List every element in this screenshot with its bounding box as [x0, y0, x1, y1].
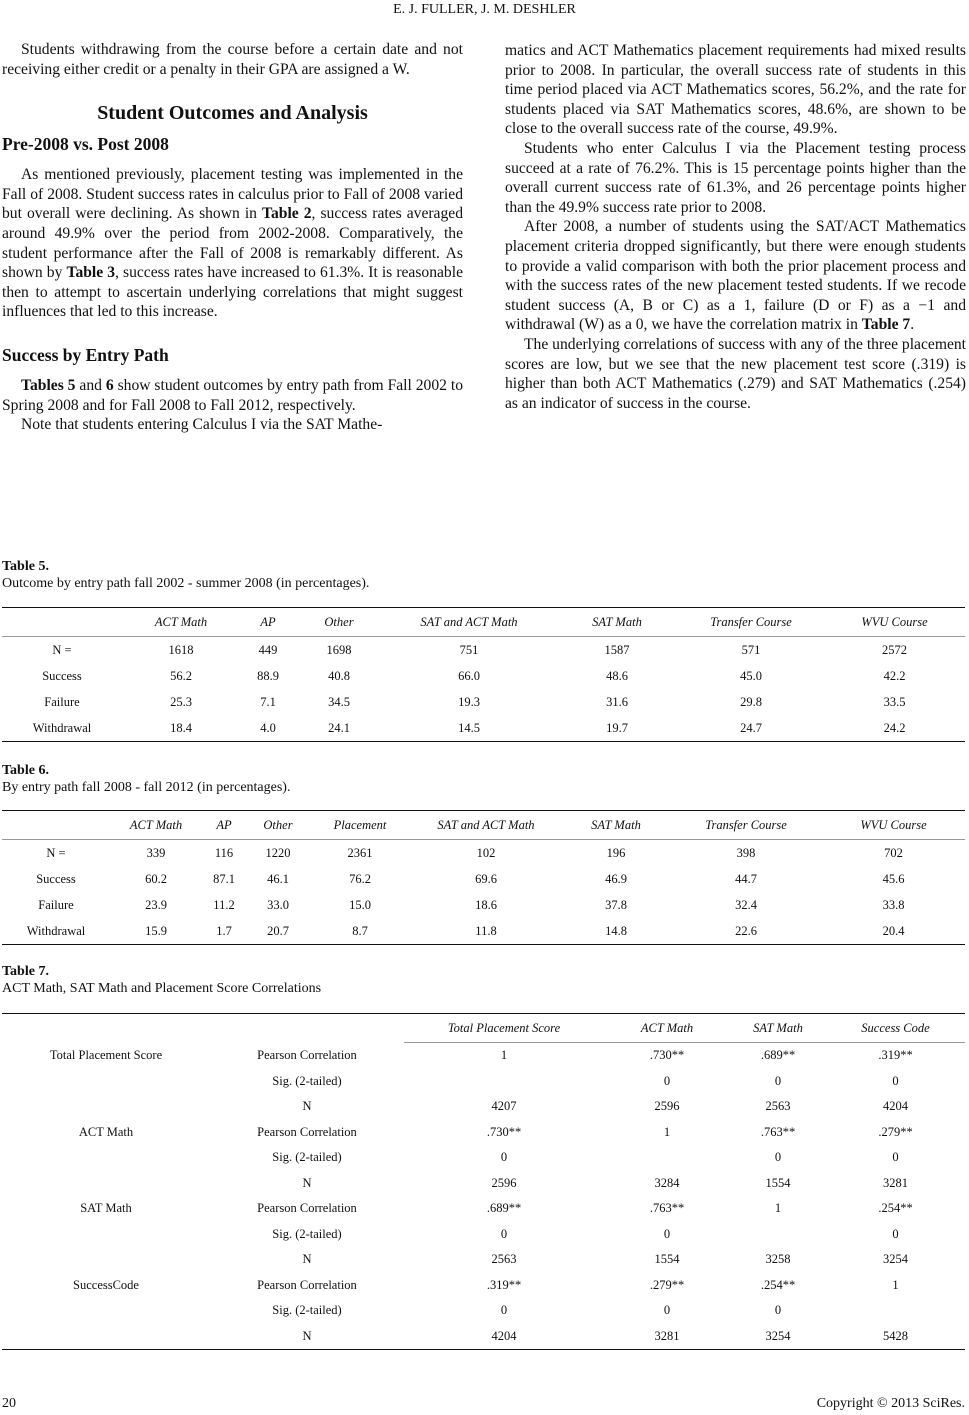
- table-cell: 3258: [765, 1252, 791, 1267]
- table-cell: [2, 1094, 210, 1120]
- table-cell: Pearson Correlation: [257, 1124, 357, 1139]
- table-cell: .279**: [878, 1124, 913, 1139]
- table-cell: 25.3: [170, 694, 192, 709]
- column-header: Transfer Course: [678, 608, 824, 637]
- table-cell: 1618: [168, 642, 194, 657]
- table-cell: 102: [476, 845, 496, 860]
- table-row: [2, 892, 965, 918]
- column-header: Success Code: [826, 1014, 965, 1043]
- table-cell: 18.6: [475, 897, 497, 912]
- table-row: [2, 1094, 965, 1120]
- table-row: [2, 1171, 965, 1197]
- table-cell: 0: [774, 1073, 782, 1088]
- table-cell: N: [302, 1328, 312, 1343]
- table-cell: Sig. (2-tailed): [272, 1073, 342, 1088]
- table-cell: N =: [52, 642, 72, 657]
- paragraph: [2, 376, 463, 415]
- table-row: [2, 1247, 965, 1273]
- table5: [2, 607, 965, 742]
- table-ref: Table 7: [861, 316, 911, 334]
- table-cell: 87.1: [213, 871, 235, 886]
- table-cell: 19.3: [458, 694, 480, 709]
- table-title: Table 6.: [2, 763, 49, 778]
- table-cell: 33.8: [882, 897, 905, 912]
- table-cell: [826, 1298, 965, 1324]
- table-cell: .319**: [486, 1277, 522, 1292]
- paragraph: [2, 165, 463, 322]
- table-cell: .763**: [649, 1201, 685, 1216]
- table-cell: 44.7: [735, 871, 757, 886]
- table-cell: 7.1: [260, 694, 276, 709]
- table-cell: Withdrawal: [32, 720, 92, 735]
- table-ref: 6: [105, 376, 114, 394]
- table-row: [2, 1145, 965, 1171]
- table-cell: 4207: [491, 1099, 517, 1114]
- left-column: [2, 40, 463, 435]
- table-row: [2, 1222, 965, 1248]
- table-cell: .319**: [878, 1048, 913, 1063]
- table-cell: [404, 1069, 604, 1095]
- table-cell: 1: [892, 1277, 899, 1292]
- table-cell: 18.4: [170, 720, 192, 735]
- table-cell: 56.2: [170, 668, 192, 683]
- table-row: [2, 1298, 965, 1324]
- table-cell: Withdrawal: [26, 923, 86, 938]
- running-header: E. J. FULLER, J. M. DESHLER: [393, 2, 576, 17]
- table-cell: .730**: [649, 1048, 685, 1063]
- column-header: AP: [240, 608, 296, 637]
- column-header: WVU Course: [822, 811, 965, 840]
- table-cell: 33.5: [883, 694, 906, 709]
- text: , success rates averaged around 49.9% over the period from 2002-2008. Comparatively, the student performance after the Fall of 2008 is remarkably different. As shown by: [2, 205, 463, 282]
- table-cell: 22.6: [735, 923, 757, 938]
- table-cell: 66.0: [458, 668, 480, 683]
- table-cell: 15.0: [349, 897, 371, 912]
- table-cell: 4204: [883, 1099, 908, 1114]
- table-cell: .730**: [486, 1124, 522, 1139]
- table-cell: [604, 1145, 730, 1171]
- table-row: [2, 1324, 965, 1350]
- table-cell: Success: [42, 668, 82, 683]
- table-cell: N: [302, 1252, 312, 1267]
- table-cell: 1: [500, 1048, 508, 1063]
- paragraph: Students who enter Calculus I via the Placement testing process succeed at a rate of 76.2%. This is 15 percentage points higher than the overall current success rate of 61.3%, and 26 percentage points higher than the 49.9% success rate prior to 2008.: [505, 139, 966, 216]
- table-cell: 1587: [604, 642, 630, 657]
- column-header: Placement: [310, 811, 410, 840]
- table-ref: Table 3: [66, 264, 116, 282]
- right-column: [505, 41, 966, 413]
- column-header: SAT and ACT Math: [410, 811, 562, 840]
- table-row: [2, 689, 965, 715]
- table-cell: 42.2: [883, 668, 906, 683]
- table-cell: 196: [606, 845, 626, 860]
- table-cell: .279**: [649, 1277, 685, 1292]
- table-cell: Pearson Correlation: [257, 1277, 357, 1292]
- table-cell: 0: [663, 1073, 671, 1088]
- table-cell: 0: [892, 1226, 899, 1241]
- text: .: [910, 316, 915, 334]
- table-cell: .254**: [878, 1201, 913, 1216]
- table-cell: 1554: [654, 1252, 680, 1267]
- table-cell: Sig. (2-tailed): [272, 1303, 342, 1318]
- table-cell: 702: [884, 845, 903, 860]
- table-cell: 76.2: [349, 871, 371, 886]
- table6: [2, 810, 965, 945]
- table-cell: 3284: [654, 1175, 680, 1190]
- column-header: Other: [296, 608, 382, 637]
- table-row: [2, 1273, 965, 1299]
- table-cell: N: [302, 1099, 312, 1114]
- table-row: [2, 1043, 965, 1069]
- table-cell: 32.4: [735, 897, 757, 912]
- table-cell: 46.9: [605, 871, 627, 886]
- table-cell: 19.7: [606, 720, 628, 735]
- table-cell: 34.5: [328, 694, 350, 709]
- text: show student outcomes by entry path from Fall 2002 to Spring 2008 and for Fall 2008 to Fall 2012, respectively.: [2, 376, 463, 414]
- table-cell: 33.0: [267, 897, 289, 912]
- table-row: [2, 866, 965, 892]
- table-cell: 20.4: [882, 923, 905, 938]
- table-cell: 69.6: [475, 871, 497, 886]
- table-cell: Total Placement Score: [49, 1048, 163, 1062]
- table-cell: 8.7: [352, 923, 368, 938]
- table7-caption: [2, 963, 321, 997]
- table-cell: 24.2: [883, 720, 906, 735]
- table-caption: ACT Math, SAT Math and Placement Score Correlations: [2, 981, 322, 996]
- column-header: [210, 1014, 404, 1043]
- table-cell: Success: [36, 871, 76, 886]
- table-cell: 45.0: [740, 668, 762, 683]
- table-cell: .689**: [486, 1201, 522, 1216]
- table-cell: 0: [892, 1150, 899, 1165]
- table-cell: 88.9: [257, 668, 279, 683]
- table-cell: 2596: [654, 1099, 680, 1114]
- table-cell: 11.2: [213, 897, 235, 912]
- table-cell: [2, 1171, 210, 1197]
- column-header: Other: [246, 811, 310, 840]
- column-header: SAT Math: [730, 1014, 826, 1043]
- text: As mentioned previously, placement testing was implemented in the Fall of 2008. Student success rates in calculus prior to Fall of 2008 varied but overall were declining. As shown in: [2, 166, 463, 223]
- table-caption: By entry path fall 2008 - fall 2012 (in percentages).: [2, 780, 291, 795]
- table-cell: 20.7: [267, 923, 289, 938]
- table-cell: 2563: [765, 1099, 791, 1114]
- table-cell: [730, 1222, 826, 1248]
- table-cell: 14.5: [458, 720, 480, 735]
- paragraph: Students withdrawing from the course before a certain date and not receiving either credit or a penalty in their GPA are assigned a W.: [2, 41, 463, 78]
- table-cell: 1554: [765, 1175, 791, 1190]
- table-row: [2, 1120, 965, 1146]
- column-header: ACT Math: [122, 608, 240, 637]
- table-ref: Tables 5: [21, 376, 76, 394]
- table-cell: 4.0: [260, 720, 276, 735]
- table-cell: [2, 1324, 210, 1350]
- table-cell: 2361: [347, 845, 373, 860]
- paragraph: Note that students entering Calculus I via the SAT Mathe-: [21, 416, 383, 434]
- table-cell: 37.8: [605, 897, 627, 912]
- table-cell: 45.6: [882, 871, 905, 886]
- table-title: Table 7.: [2, 964, 49, 979]
- table-cell: [2, 1298, 210, 1324]
- table-cell: ACT Math: [78, 1124, 134, 1139]
- table-cell: .254**: [760, 1277, 796, 1292]
- table-cell: 3254: [883, 1252, 908, 1267]
- table-cell: Sig. (2-tailed): [272, 1150, 342, 1165]
- table-caption: Outcome by entry path fall 2002 - summer 2008 (in percentages).: [2, 576, 370, 591]
- table-row: [2, 1069, 965, 1095]
- paragraph: matics and ACT Mathematics placement requirements had mixed results prior to 2008. In particular, the overall success rate of students in this time period placed via ACT Mathematics scores, 56.2%, and the rate for students placed via SAT Mathematics scores, 48.6%, are shown to be close to the overall success rate of the course, 49.9%.: [505, 42, 966, 138]
- table-cell: 0: [500, 1226, 508, 1241]
- table-cell: Sig. (2-tailed): [272, 1226, 342, 1241]
- table-cell: .763**: [760, 1124, 796, 1139]
- table-cell: 15.9: [145, 923, 167, 938]
- column-header: SAT Math: [562, 811, 670, 840]
- column-header: ACT Math: [604, 1014, 730, 1043]
- table-cell: 24.7: [740, 720, 762, 735]
- subsection-heading: Success by Entry Path: [2, 344, 169, 365]
- table-cell: 1: [663, 1124, 671, 1139]
- table-cell: .689**: [760, 1048, 796, 1063]
- table-cell: 23.9: [145, 897, 167, 912]
- table-cell: Pearson Correlation: [257, 1048, 357, 1062]
- column-header: WVU Course: [824, 608, 965, 637]
- table-cell: 2563: [491, 1252, 517, 1267]
- table-cell: Failure: [44, 694, 80, 709]
- table-cell: 60.2: [145, 871, 167, 886]
- table-cell: 449: [258, 642, 278, 657]
- section-heading: Student Outcomes and Analysis: [97, 102, 368, 125]
- subsection-heading: Pre-2008 vs. Post 2008: [2, 134, 169, 155]
- table-cell: 1220: [265, 845, 291, 860]
- table-cell: 2596: [491, 1175, 517, 1190]
- table-cell: 29.8: [740, 694, 762, 709]
- table-cell: 751: [459, 642, 479, 657]
- column-header: Transfer Course: [670, 811, 822, 840]
- column-header: SAT Math: [556, 608, 678, 637]
- table-cell: 3254: [765, 1328, 791, 1343]
- table-cell: Failure: [38, 897, 74, 912]
- column-header: SAT and ACT Math: [382, 608, 556, 637]
- table-row: [2, 637, 965, 664]
- table-row: [2, 1196, 965, 1222]
- table-cell: 0: [500, 1303, 508, 1318]
- table-cell: 48.6: [606, 668, 628, 683]
- copyright: Copyright © 2013 SciRes.: [816, 1396, 965, 1411]
- table-cell: SAT Math: [80, 1201, 132, 1216]
- table-cell: 3281: [883, 1175, 908, 1190]
- column-header: [2, 1014, 210, 1043]
- table-row: [2, 918, 965, 945]
- table-cell: 339: [146, 845, 166, 860]
- table-cell: 1.7: [216, 923, 232, 938]
- table-cell: Pearson Correlation: [257, 1201, 357, 1216]
- table-cell: 4204: [491, 1328, 517, 1343]
- column-header: [2, 811, 110, 840]
- table-cell: N =: [46, 845, 66, 860]
- table-cell: [2, 1069, 210, 1095]
- table-cell: 0: [500, 1150, 508, 1165]
- table-cell: 0: [774, 1303, 782, 1318]
- text: and: [75, 376, 106, 394]
- table-cell: 24.1: [328, 720, 350, 735]
- column-header: Total Placement Score: [404, 1014, 604, 1043]
- table-cell: 14.8: [605, 923, 627, 938]
- column-header: AP: [202, 811, 246, 840]
- table-cell: 31.6: [606, 694, 628, 709]
- table-cell: 116: [214, 845, 234, 860]
- table-cell: 1698: [326, 642, 352, 657]
- table-cell: 0: [663, 1226, 671, 1241]
- table-cell: 1: [774, 1201, 782, 1216]
- table-cell: [2, 1247, 210, 1273]
- table-ref: Table 2: [262, 205, 312, 223]
- table-cell: 0: [892, 1073, 899, 1088]
- table-cell: SuccessCode: [73, 1277, 139, 1292]
- column-header: [2, 608, 122, 637]
- table5-caption: [2, 558, 369, 592]
- table-row: [2, 663, 965, 689]
- table-cell: 3281: [654, 1328, 680, 1343]
- table-cell: 5428: [883, 1328, 908, 1343]
- table-row: [2, 715, 965, 742]
- table-cell: 398: [736, 845, 756, 860]
- text: , success rates have increased to 61.3%. It is reasonable then to attempt to ascertain underlying correlations that might suggest influences that led to this increase.: [2, 264, 463, 321]
- table-cell: 2572: [882, 642, 907, 657]
- table7: [2, 1013, 965, 1350]
- text: After 2008, a number of students using the SAT/ACT Mathematics placement criteria dropped significantly, but there were enough students to provide a valid comparison with both the prior placement process and with the success rates of the new placement tested students. If we recode student success (A, B or C) as a 1, failure (D or F) as a −1 and withdrawal (W) as a 0, we have the correlation matrix in: [505, 218, 966, 334]
- paragraph: [505, 217, 966, 335]
- table-cell: 0: [774, 1150, 782, 1165]
- page-number: 20: [2, 1396, 16, 1411]
- table-cell: 0: [663, 1303, 671, 1318]
- table6-caption: [2, 762, 290, 796]
- table-row: [2, 840, 965, 867]
- table-cell: 11.8: [475, 923, 497, 938]
- table-cell: [2, 1222, 210, 1248]
- table-cell: N: [302, 1175, 312, 1190]
- table-cell: [2, 1145, 210, 1171]
- column-header: ACT Math: [110, 811, 202, 840]
- table-cell: 46.1: [267, 871, 289, 886]
- table-cell: 40.8: [328, 668, 350, 683]
- table-title: Table 5.: [2, 559, 49, 574]
- paragraph: The underlying correlations of success with any of the three placement scores are low, but we see that the new placement test score (.319) is higher than both ACT Mathematics (.279) and SAT Mathematics (.254) as an indicator of success in the course.: [505, 335, 966, 412]
- table-cell: 571: [741, 642, 761, 657]
